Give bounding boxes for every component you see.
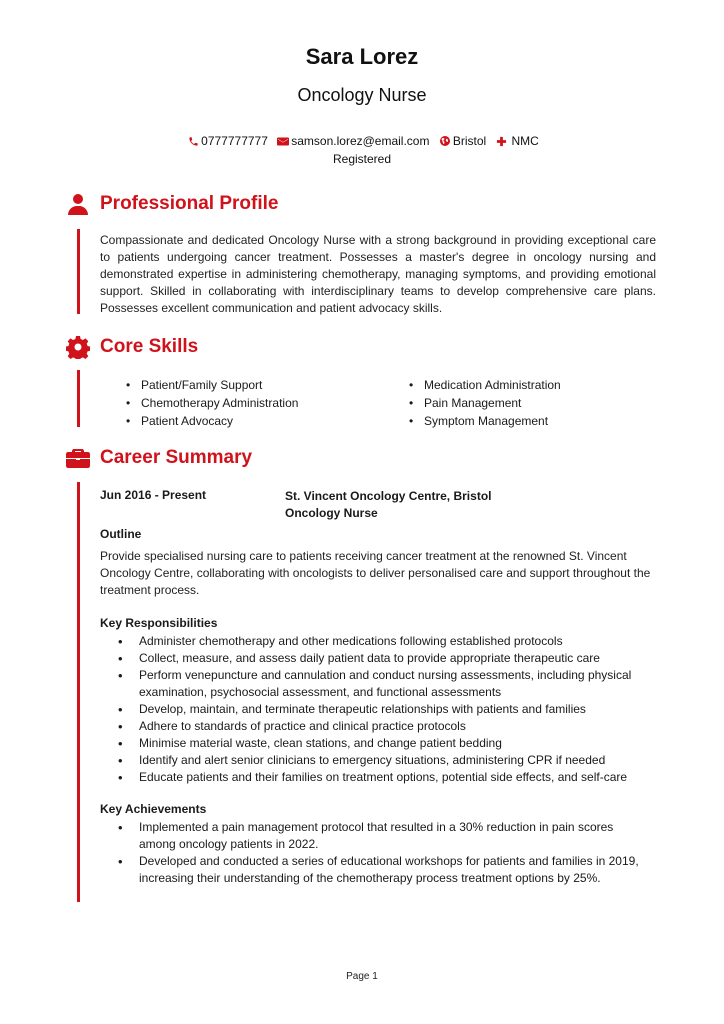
profile-accent-bar — [77, 229, 80, 314]
user-icon — [66, 192, 90, 216]
contact-phone[interactable] — [188, 132, 268, 150]
skill-item: • Medication Administration — [409, 376, 561, 394]
list-item: • Identify and alert senior clinicians to emergency situations, administering CPR if needed — [100, 752, 660, 769]
contact-email[interactable] — [277, 132, 429, 150]
skill-item: • Symptom Management — [409, 412, 561, 430]
list-item: • Minimise material waste, clean stations, and change patient bedding — [100, 735, 660, 752]
contact-registration — [496, 132, 509, 150]
profile-heading: Professional Profile — [100, 193, 279, 214]
registration-text: NMC Registered — [332, 134, 539, 166]
responsibilities-list — [100, 633, 660, 786]
list-item: • Adhere to standards of practice and clinical practice protocols — [100, 718, 660, 735]
list-item: • Collect, measure, and assess daily patient data to provide appropriate therapeutic care — [100, 650, 660, 667]
page-number: Page 1 — [346, 971, 378, 982]
phone-icon — [188, 136, 199, 147]
candidate-name: Sara Lorez — [305, 44, 419, 69]
skill-item: • Chemotherapy Administration — [126, 394, 298, 412]
job-organisation-block — [285, 488, 491, 522]
contact-line — [180, 132, 544, 168]
list-item: • Administer chemotherapy and other medications following established protocols — [100, 633, 660, 650]
job-title: Oncology Nurse — [297, 85, 427, 105]
outline-text: Provide specialised nursing care to patients receiving cancer treatment at the renowned St. Vincent Oncology Centre, collaborating with oncologists to deliver personalised care and support throughout the treatment process. — [100, 549, 651, 597]
skills-accent-bar — [77, 370, 80, 427]
phone-text: 0777777777 — [201, 134, 268, 148]
list-item: • Developed and conducted a series of educational workshops for patients and families in 2019, increasing their understanding of the chemotherapy process treatment options by 25%. — [100, 853, 640, 887]
profile-section-heading — [66, 191, 278, 217]
job-date: Jun 2016 - Present — [100, 488, 207, 502]
profile-summary: Compassionate and dedicated Oncology Nurse with a strong background in providing exceptional care to patients undergoing cancer treatment. Possesses a master's degree in oncology nursing and demonstrated expertise in administering chemotherapy, managing symptoms, and providing emotional support. Skilled in collaborating with interdisciplinary teams to develop comprehensive care plans. Possesses excellent communication and patient advocacy skills. — [100, 233, 656, 315]
gear-icon — [66, 335, 90, 359]
email-text: samson.lorez@email.com — [291, 134, 430, 148]
envelope-icon — [277, 136, 289, 147]
list-item: • Implemented a pain management protocol that resulted in a 30% reduction in pain scores among oncology patients in 2022. — [100, 819, 640, 853]
medical-cross-icon — [496, 136, 507, 147]
job-organisation: St. Vincent Oncology Centre, Bristol — [285, 489, 492, 503]
skills-heading: Core Skills — [100, 336, 199, 357]
skill-item: • Patient/Family Support — [126, 376, 298, 394]
outline-label: Outline — [100, 527, 142, 541]
career-section-heading — [66, 445, 252, 471]
achievements-list — [100, 819, 640, 887]
list-item: • Develop, maintain, and terminate therapeutic relationships with patients and families — [100, 701, 660, 718]
briefcase-icon — [66, 446, 90, 470]
contact-location — [439, 132, 486, 150]
list-item: • Educate patients and their families on treatment options, potential side effects, and self-care — [100, 769, 660, 786]
achievements-label: Key Achievements — [100, 802, 207, 816]
career-heading: Career Summary — [100, 447, 253, 468]
career-accent-bar — [77, 482, 80, 902]
globe-icon — [439, 135, 451, 147]
list-item: • Perform venepuncture and cannulation and conduct nursing assessments, including physical examination, psychosocial assessment, and functional assessments — [100, 667, 660, 701]
skills-section-heading — [66, 334, 198, 360]
responsibilities-label: Key Responsibilities — [100, 616, 218, 630]
job-role: Oncology Nurse — [285, 506, 378, 520]
skill-item: • Pain Management — [409, 394, 561, 412]
location-text: Bristol — [452, 134, 487, 148]
skill-item: • Patient Advocacy — [126, 412, 298, 430]
